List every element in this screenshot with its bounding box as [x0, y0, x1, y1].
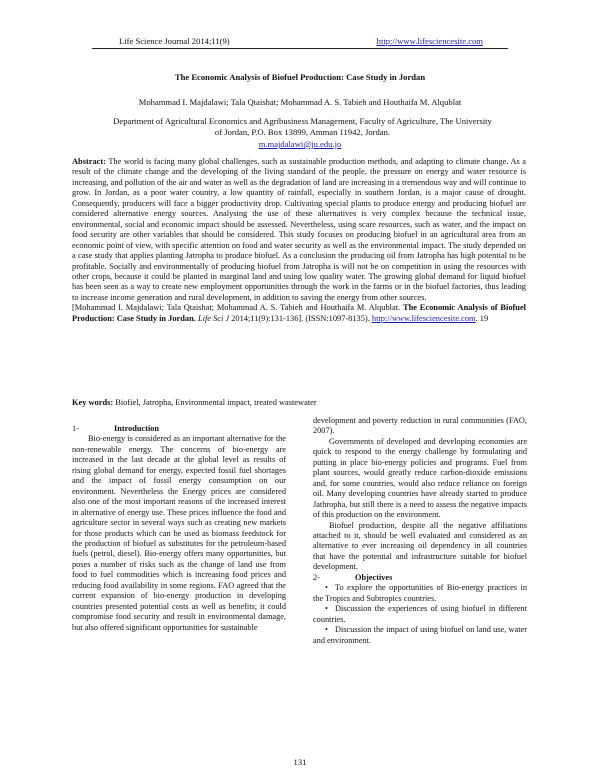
objectives-list	[313, 583, 527, 646]
list-item: • Discussion the experiences of using biofuel in different countries.	[313, 604, 527, 625]
intro-paragraph-1-continued: development and poverty reduction in rural communities (FAO, 2007).	[313, 416, 527, 436]
intro-paragraph-3: Biofuel production, despite all the negative affiliations attached to it, should be well evaluated and considered as an alternative to ever increasing oil dependency in all countries that have the potential and infrastructure suitable for biofuel development.	[313, 520, 527, 572]
citation-url-link[interactable]: http://www.lifesciencesite.com	[371, 313, 476, 323]
intro-paragraph-1: Bio-energy is considered as an important alternative for the non-renewable energy. The concerns of bio-energy are increased in the last decade at the global level as results of rising global demand for energy, expected fossil fuel shortages and the impact of fossil energy consumption on our environment. Nevertheless the Energy prices are considered also one of the most important reasons of the increased interest in alternative of energy use. These prices influence the food and agriculture sector in several ways such as creating new markets for those products which can be used as biomass feedstock for the production of biofuel as substitutes for the petroleum-based fuels (petrol, diesel). Bio-energy offers many opportunities, but poses a number of risks such as the change of land use from food to fuel commodities which is increasing food prices and reducing food availability in some regions. FAO agreed that the current expansion of bio-energy production in developing countries presented potential costs as well as benefits; it could compromise food security and result in environmental damage, but also offered significant opportunities for sustainable	[72, 434, 286, 632]
objectives-number: 2-	[313, 572, 320, 582]
objectives-title: Objectives	[355, 572, 393, 582]
citation-title: The Economic Analysis of Biofuel Production: Case Study in Jordan.	[72, 303, 527, 323]
citation-details: 2014;11(9):131-136]. (ISSN:1097-8135).	[231, 313, 370, 323]
contact-email-link[interactable]: m.majdalawi@ju.edu.jo	[258, 139, 342, 149]
intro-number: 1-	[72, 424, 79, 433]
author-list: Mohammad I. Majdalawi; Tala Qtaishat; Mohammad A. S. Tabieh and Houthaifa M. Alqublat	[138, 97, 462, 107]
intro-paragraph-2: Governments of developed and developing economies are quick to respond to the energy challenge by formulating and putting in place bio-energy policies and programs. Fuel from plant sources, would greatly reduce carbon-dioxide emissions and, for some countries, would also reduce reliance on foreign oil. Many developing countries have already started to produce Jathropha, but still there is a need to assess the negative impacts of this production on the environment.	[313, 436, 527, 520]
abstract-label: Abstract:	[72, 157, 106, 166]
intro-heading	[72, 424, 286, 434]
website-link[interactable]: http://www.lifesciencesite.com	[376, 36, 483, 46]
abstract-text: The world is facing many global challenges, such as sustainable production methods, and adapting to climate change. As a result of the climate change and the developing of the living standard of the people, the pressure on energy and water resource is increasing, and pollution of the air and water as well as the degradation of land are increasing in a tremendous way and will continue to grow. In Jordan, as a poor water country, a low quantity of rainfall, especially in southern Jordan, is a major cause of drought. Consequently, producers will face a bigger productivity drop. Cultivating special plants to produce energy and producing biofuel are considered alternative energy sources. Analysing the use of these alternatives is very complex because the technical issue, environmental, social and economic impact should be assessed. Nevertheless, using scare resources, such as water, and the impact on food security are other variables that should be considered. This study focuses on producing biofuel in an agricultural area from an economic point of view, with specific attention on food and water security as well as the environmental impact. The study depended on a case study that applies planting Jatropha to produce biofuel. As a conclusion the producing oil from Jatropha has high potential to be profitable. Socially and environmentally of producing biofuel from Jatropha is will not be on competition in using the resources with other crops, because it could be planted in marginal land and using low quality water. The growing global demand for liquid biofuel has been seen as a way to create new employment opportunities through the work in the farms or in the biofuel factories, thus leading to increase income generation and rural development, in addition to saving the energy from other sources.	[72, 157, 526, 302]
right-column	[313, 416, 527, 646]
citation-authors: [Mohammad I. Majdalawi; Tala Qtaishat; Mohammad A. S. Tabieh and Houthaifa M. Alqublat.	[72, 303, 401, 313]
page-number: 131	[293, 757, 307, 767]
objectives-heading	[313, 573, 527, 583]
journal-name: Life Science Journal 2014;11(9)	[119, 36, 230, 46]
citation-journal: Life Sci J	[197, 313, 230, 323]
keywords	[72, 398, 526, 408]
header-divider	[92, 48, 508, 49]
keywords-label: Key words:	[72, 398, 114, 407]
abstract-body	[72, 157, 526, 303]
keywords-text: Biofiel, Jatropha, Environmental impact, treated wastewater	[115, 398, 317, 407]
intro-title: Introduction	[114, 424, 160, 433]
affiliation: Department of Agricultural Economics and Agribusiness Management, Faculty of Agriculture, The University of Jordan, P.O. Box 13899, Amman 11942, Jordan.	[113, 116, 492, 137]
left-column	[72, 424, 286, 633]
citation-number: . 19	[475, 313, 489, 323]
abstract-block	[72, 157, 526, 324]
paper-title: The Economic Analysis of Biofuel Production: Case Study in Jordan	[174, 72, 426, 82]
list-item: • Discussion the impact of using biofuel on land use, water and environment.	[313, 625, 527, 646]
citation	[72, 303, 526, 324]
list-item: • To explore the opportunities of Bio-energy practices in the Tropics and Subtropics countries.	[313, 583, 527, 604]
